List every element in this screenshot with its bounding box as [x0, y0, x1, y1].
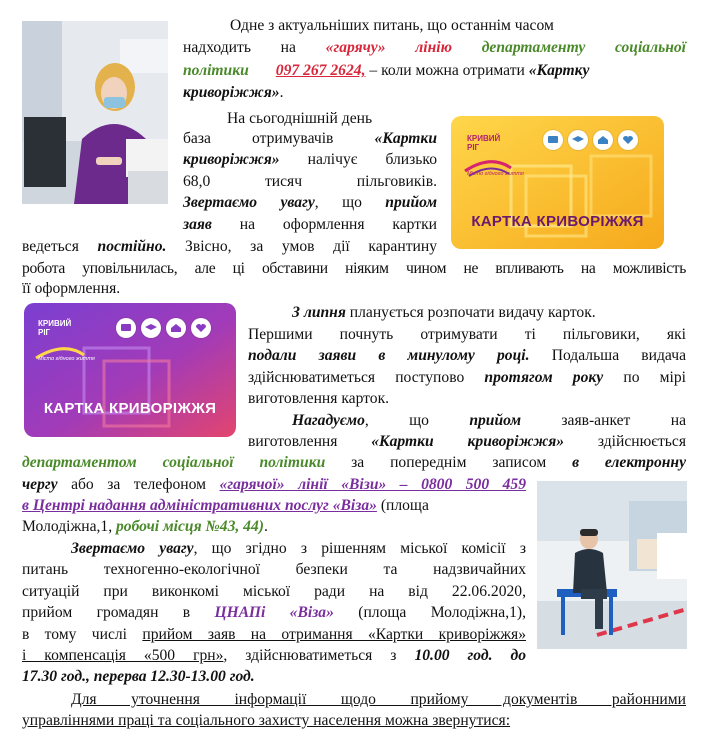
card-logo-line1: КРИВИЙ: [38, 319, 72, 328]
p1-line4: криворіжжя».: [183, 84, 284, 101]
p2-line7: ведеться постійно. Звісно, за умов дії карантину: [22, 238, 438, 255]
p5-line7: 17.30 год., перерва 12.30-13.00 год.: [22, 668, 255, 685]
p5-line3: ситуацій при виконкомі міської ради на від 22.06.2020,: [22, 583, 526, 600]
home-icon: [593, 130, 613, 150]
hotline-label: «гарячу»: [325, 39, 386, 56]
p1-line3: політики 097 267 2624, – коли можна отримати «Картку: [183, 62, 590, 79]
p2-line3: криворіжжя» налічує близько: [183, 151, 437, 168]
p3-line1: З липня планується розпочати видачу карток.: [292, 304, 596, 321]
p2-line6: заяв на оформлення картки: [183, 216, 437, 233]
p5-line1: Звертаємо увагу, що згідно з рішенням міської комісії з: [71, 540, 526, 557]
heart-icon: [191, 318, 211, 338]
p5-line6: і компенсація «500 грн», здійснюватиметься з 10.00 год. до: [22, 647, 526, 664]
graduation-cap-icon: [141, 318, 161, 338]
p2-line1: На сьогоднішній день: [227, 110, 373, 127]
bus-icon: [116, 318, 136, 338]
p4-line2: виготовлення «Картки криворіжжя» здійснюється: [248, 433, 686, 450]
p5-line4: прийом громадян в ЦНАПі «Віза» (площа Молодіжна,1),: [22, 604, 526, 621]
p6-line2: управліннями праці та соціального захисту населення можна звернутися:: [22, 712, 511, 729]
p2-line9: її оформлення.: [22, 280, 121, 297]
p3-line3: подали заяви в минулому році. Подальша видача: [248, 347, 686, 364]
card-logo-line2: РІГ: [38, 328, 51, 337]
p5-line5: в тому числі прийом заяв на отримання «Картки криворіжжя»: [22, 626, 526, 643]
bus-icon: [543, 130, 563, 150]
card-icons: [543, 130, 638, 150]
p4-line4: чергу або за телефоном «гарячої» лінії «Візи» – 0800 500 459: [22, 476, 527, 493]
operator-photo-illustration: [22, 21, 168, 204]
p2-line2: база отримувачів «Картки: [183, 130, 437, 147]
p5-line2: питань техногенно-екологічної безпеки та надзвичайних: [22, 561, 526, 578]
card-logo-line2: РІГ: [467, 143, 480, 152]
card-icons: [116, 318, 211, 338]
p6-line1: Для уточнення інформації щодо прийому документів районними: [71, 691, 686, 708]
p3-line2: Першими почнуть отримувати ті пільговики, які: [248, 326, 686, 343]
p2-line5: Звертаємо увагу, що прийом: [183, 194, 437, 211]
p4-line3: департаментом соціальної політики за попереднім записом в електронну: [22, 454, 687, 471]
p3-line4: здійснюватиметься поступово протягом року по мірі: [248, 369, 686, 386]
card-title: КАРТКА КРИВОРІЖЖЯ: [43, 400, 217, 418]
card-logo-line1: КРИВИЙ: [467, 134, 501, 143]
visitor-photo-illustration: [537, 481, 687, 649]
home-icon: [166, 318, 186, 338]
p3-line5: виготовлення карток.: [248, 390, 390, 407]
card-kryvorizhzhia-top: [451, 116, 664, 249]
hotline-phone-link[interactable]: 097 267 2624,: [275, 62, 366, 79]
operator-photo: [22, 21, 168, 204]
heart-icon: [618, 130, 638, 150]
visa-hotline-link[interactable]: «гарячої» лінії «Візи» – 0800 500 459: [219, 476, 527, 493]
p1-line2: надходить на «гарячу» лінію департаменту соціальної: [183, 39, 687, 56]
cnap-visa-label: ЦНАПі «Віза»: [214, 604, 334, 621]
visitor-photo: [537, 481, 687, 649]
p4-line5: в Центрі надання адміністративних послуг «Віза» (площа: [22, 497, 429, 514]
p2-line8: робота уповільнилась, але ці обставини ніяким чином не впливають на можливість: [22, 260, 686, 277]
graduation-cap-icon: [568, 130, 588, 150]
card-logo-line3: Місто гідного життя: [467, 171, 524, 177]
card-logo-line3: Місто гідного життя: [38, 356, 95, 362]
p1-line1: Одне з актуальніших питань, що останнім часом: [230, 17, 554, 34]
p2-line4: 68,0 тисяч пільговиків.: [183, 173, 437, 190]
department-name: департаменту соціальної: [481, 39, 687, 56]
p4-line6: Молодіжна,1, робочі місця №43, 44).: [22, 518, 268, 535]
visa-center-link[interactable]: в Центрі надання адміністративних послуг «Віза»: [22, 497, 377, 514]
card-kryvorizhzhia-left: [24, 303, 236, 437]
p4-line1: Нагадуємо, що прийом заяв-анкет на: [292, 412, 686, 429]
card-title: КАРТКА КРИВОРІЖЖЯ: [471, 213, 644, 231]
